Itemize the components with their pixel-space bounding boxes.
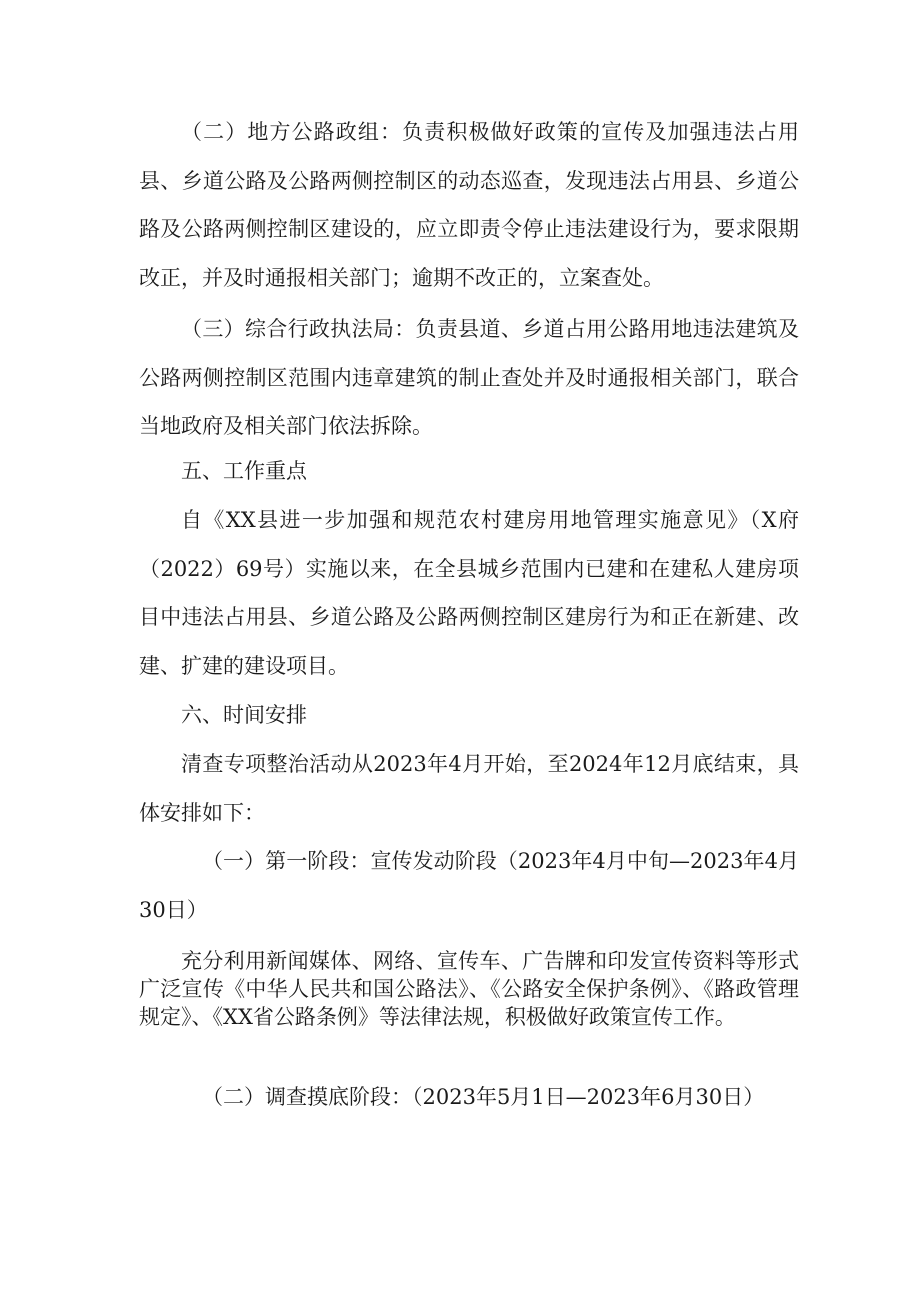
heading-phase-one: （一）第一阶段：宣传发动阶段（2023年4月中旬—2023年4月30日） xyxy=(139,849,799,922)
heading-work-focus: 五、工作重点 xyxy=(181,459,307,483)
heading-schedule: 六、时间安排 xyxy=(181,703,307,727)
paragraph-work-focus: 自《XX县进一步加强和规范农村建房用地管理实施意见》（X府（2022）69号）实施以来，在全县城乡范围内已建和在建私人建房项目中违法占用县、乡道公路及公路两侧控制区建房行为和正在新建、改建、扩建的建设项目。 xyxy=(139,508,799,678)
paragraph-enforcement-duties: （三）综合行政执法局：负责县道、乡道占用公路用地违法建筑及公路两侧控制区范围内违章建筑的制止查处并及时通报相关部门，联合当地政府及相关部门依法拆除。 xyxy=(139,317,799,438)
paragraph-phase-one: 充分利用新闻媒体、网络、宣传车、广告牌和印发宣传资料等形式广泛宣传《中华人民共和国公路法》、《公路安全保护条例》、《路政管理规定》、《XX省公路条例》等法律法规，积极做好政策宣传工作。 xyxy=(139,949,799,1029)
paragraph-schedule-intro: 清查专项整治活动从2023年4月开始，至2024年12月底结束，具体安排如下： xyxy=(139,752,799,825)
paragraph-road-admin-duties: （二）地方公路政组：负责积极做好政策的宣传及加强违法占用县、乡道公路及公路两侧控制区的动态巡查，发现违法占用县、乡道公路及公路两侧控制区建设的，应立即责令停止违法建设行为，要求限期改正，并及时通报相关部门；逾期不改正的，立案查处。 xyxy=(139,120,799,290)
heading-phase-two: （二）调查摸底阶段：（2023年5月1日—2023年6月30日） xyxy=(202,1085,765,1109)
